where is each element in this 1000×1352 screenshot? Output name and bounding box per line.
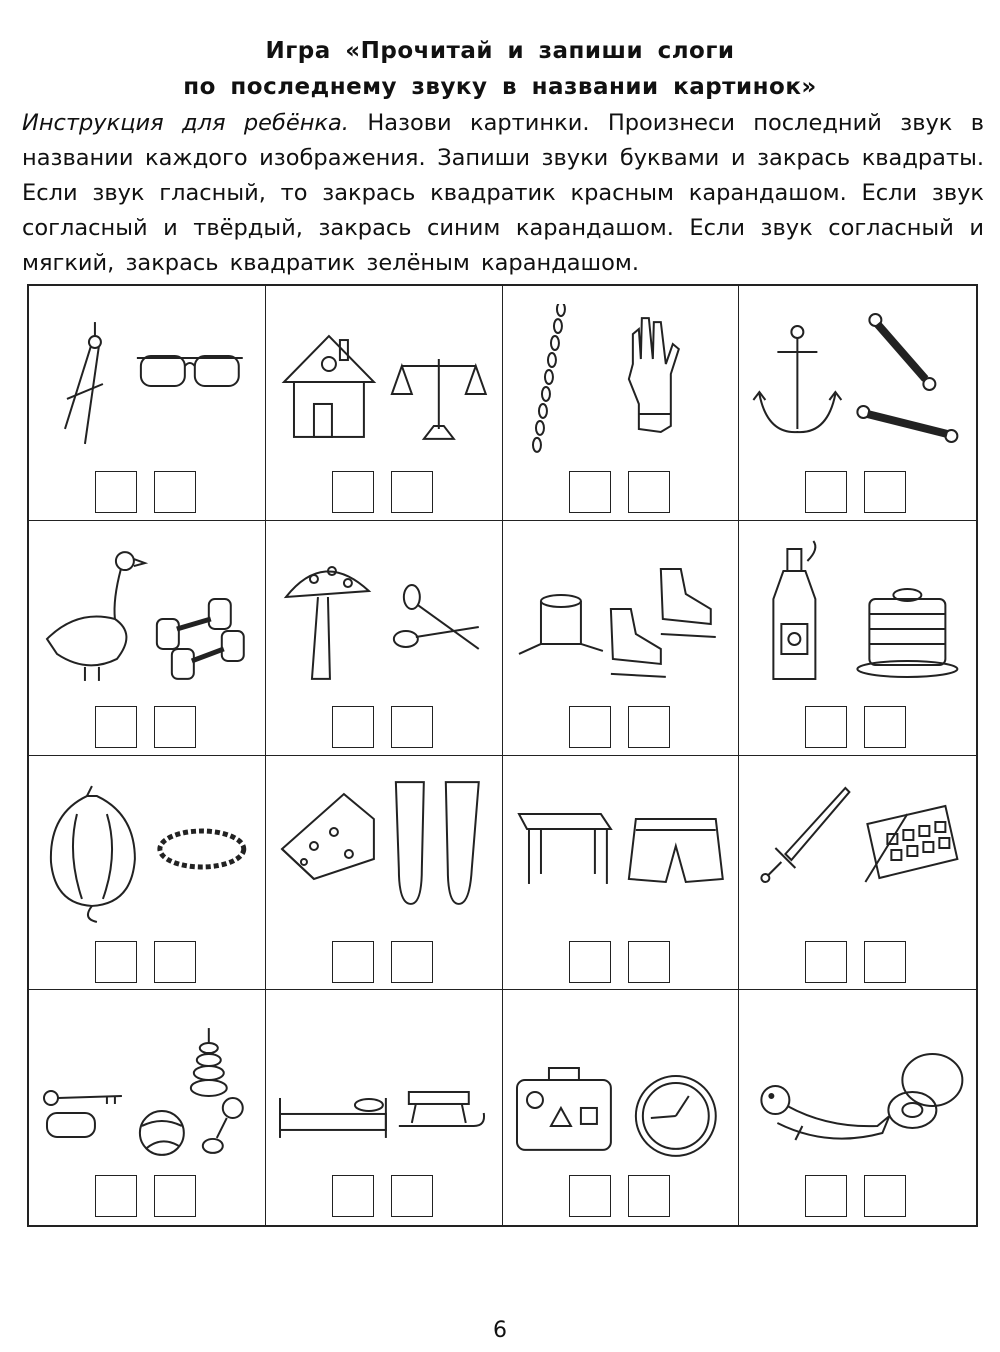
cell-6 [266,521,503,756]
dumbbell-icon [157,599,244,679]
sword-icon [762,788,850,882]
answer-square-1[interactable] [805,471,847,513]
sled-icon [399,1092,484,1126]
cell-12 [739,756,976,991]
answer-square-2[interactable] [628,706,670,748]
cell-8 [739,521,976,756]
answer-square-2[interactable] [864,941,906,983]
answer-square-1[interactable] [569,706,611,748]
scales-icon [392,359,486,439]
paints-icon [866,806,958,882]
seal-icon [762,1086,890,1140]
answer-square-1[interactable] [805,1175,847,1217]
chain-icon [532,304,564,452]
cell-3 [503,286,740,521]
instruction-body: Назови картинки. Произнеси последний звук в названии каждого изображения. Запиши звуки буквами и закрась квадраты. Если звук гласный, то закрась квадратик красным карандашом. Если звук согласный и твёрдый, закрась синим карандашом. Если звук согласный и мягкий, закрась квадратик зелёным карандашом. [22,110,984,276]
answer-square-1[interactable] [569,941,611,983]
cell-11 [503,756,740,991]
anchor-icon [754,326,842,432]
cell-9 [29,756,266,991]
answer-square-2[interactable] [628,1175,670,1217]
answer-square-1[interactable] [332,471,374,513]
cell-1 [29,286,266,521]
ketchup-icon [774,541,816,679]
answer-square-2[interactable] [628,471,670,513]
pancakes-icon [858,589,958,677]
answer-square-1[interactable] [805,941,847,983]
answer-square-2[interactable] [154,941,196,983]
skates-icon [610,569,715,677]
answer-square-1[interactable] [95,1175,137,1217]
scissors-icon [394,585,479,649]
answer-square-1[interactable] [569,471,611,513]
answer-square-2[interactable] [391,1175,433,1217]
answer-square-2[interactable] [391,706,433,748]
key-icon [44,1091,122,1137]
beads-icon [160,831,244,867]
onion-icon [51,786,135,922]
title-line-1: Игра «Прочитай и запиши слоги [265,38,735,64]
answer-square-1[interactable] [569,1175,611,1217]
answer-square-2[interactable] [864,1175,906,1217]
pyramid-icon [191,1028,227,1096]
answer-square-1[interactable] [332,1175,374,1217]
mushroom-icon [286,567,369,679]
answer-square-1[interactable] [95,941,137,983]
cell-2 [266,286,503,521]
instruction-lead: Инструкция для ребёнка. [22,110,349,136]
answer-square-2[interactable] [154,471,196,513]
clock-icon [635,1076,715,1156]
bones-icon [858,314,958,442]
exercise-grid [27,284,978,1227]
cell-13 [29,990,266,1225]
shorts-icon [628,819,722,882]
table-icon [518,814,610,884]
glove-icon [628,318,678,432]
cell-16 [739,990,976,1225]
answer-square-1[interactable] [805,706,847,748]
compass-icon [65,322,103,444]
bed-icon [280,1098,386,1138]
instruction [22,106,984,281]
flippers-icon [396,782,479,904]
house-icon [284,336,374,437]
answer-square-1[interactable] [332,941,374,983]
rattle-icon [203,1098,243,1153]
answer-square-1[interactable] [95,706,137,748]
glasses-icon [137,356,243,386]
cell-5 [29,521,266,756]
answer-square-2[interactable] [391,471,433,513]
answer-square-1[interactable] [95,471,137,513]
kiwi-icon [889,1054,963,1128]
cell-7 [503,521,740,756]
answer-square-1[interactable] [332,706,374,748]
title-line-2: по последнему звуку в названии картинок» [183,74,817,100]
answer-square-2[interactable] [391,941,433,983]
cell-15 [503,990,740,1225]
cell-4 [739,286,976,521]
stump-icon [518,595,602,654]
ball-icon [140,1111,184,1155]
answer-square-2[interactable] [154,706,196,748]
cell-14 [266,990,503,1225]
page-number: 6 [493,1318,507,1343]
answer-square-2[interactable] [864,706,906,748]
answer-square-2[interactable] [154,1175,196,1217]
cheese-icon [282,794,374,879]
suitcase-icon [516,1068,610,1150]
answer-square-2[interactable] [864,471,906,513]
cell-10 [266,756,503,991]
goose-icon [47,552,145,681]
answer-square-2[interactable] [628,941,670,983]
